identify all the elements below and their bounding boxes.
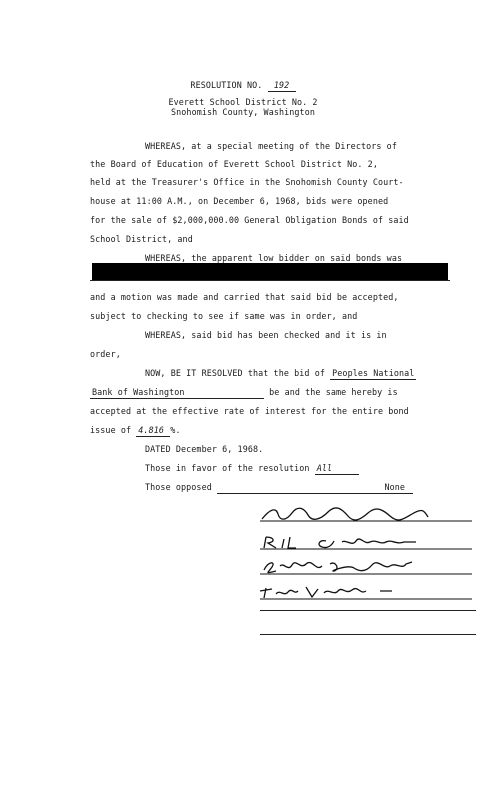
- signature-line-5: [260, 610, 476, 611]
- percent-sign: %.: [170, 425, 181, 435]
- redaction-bar: [92, 263, 448, 280]
- resolution-number: 192: [268, 80, 296, 92]
- county-name: Snohomish County, Washington: [171, 107, 315, 117]
- bidder-name-part1: Peoples National: [332, 368, 415, 378]
- favor-label: Those in favor of the resolution: [145, 463, 310, 473]
- signature-4: [256, 583, 476, 601]
- dated-line: DATED December 6, 1968.: [145, 444, 264, 454]
- para5-line4: [90, 425, 181, 437]
- opposed-line: [145, 482, 413, 494]
- para2-line1: WHEREAS, the apparent low bidder on said bonds was: [145, 253, 403, 263]
- para1-line4: house at 11:00 A.M., on December 6, 1968, bids were opened: [90, 196, 389, 206]
- favor-value: All: [315, 463, 359, 475]
- para4-line2: order,: [90, 349, 121, 359]
- bidder-name-part2: Bank of Washington: [90, 387, 264, 399]
- para1-line6: School District, and: [90, 234, 193, 244]
- resolution-title: [0, 80, 486, 92]
- para4-line1: WHEREAS, said bid has been checked and it is in: [145, 330, 387, 340]
- district-name: Everett School District No. 2: [168, 97, 318, 107]
- para1-line3: held at the Treasurer's Office in the Snohomish County Court-: [90, 177, 404, 187]
- para5-line3: accepted at the effective rate of interest for the entire bond: [90, 406, 409, 416]
- para5-line1: [145, 368, 416, 380]
- interest-rate: 4.816: [136, 425, 170, 437]
- para5-mid-text: be and the same hereby is: [269, 387, 398, 397]
- para5-line2: [90, 387, 398, 399]
- para5-start-text: NOW, BE IT RESOLVED that the bid of: [145, 368, 325, 378]
- signature-3: [256, 558, 476, 576]
- para1-line1: WHEREAS, at a special meeting of the Directors of: [145, 141, 397, 151]
- bidder-blank-line: [90, 280, 450, 281]
- para1-line2: the Board of Education of Everett School District No. 2,: [90, 159, 378, 169]
- signature-1: [256, 505, 476, 523]
- signature-2: [256, 533, 476, 551]
- para3-line2: subject to checking to see if same was in order, and: [90, 311, 358, 321]
- issue-label: issue of: [90, 425, 132, 435]
- opposed-value: None: [217, 482, 413, 494]
- para1-line5: for the sale of $2,000,000.00 General Obligation Bonds of said: [90, 215, 409, 225]
- resolution-title-label: RESOLUTION NO.: [190, 80, 263, 90]
- favor-line: [145, 463, 359, 475]
- opposed-label: Those opposed: [145, 482, 212, 492]
- signature-line-6: [260, 634, 476, 635]
- para3-line1: and a motion was made and carried that said bid be accepted,: [90, 292, 399, 302]
